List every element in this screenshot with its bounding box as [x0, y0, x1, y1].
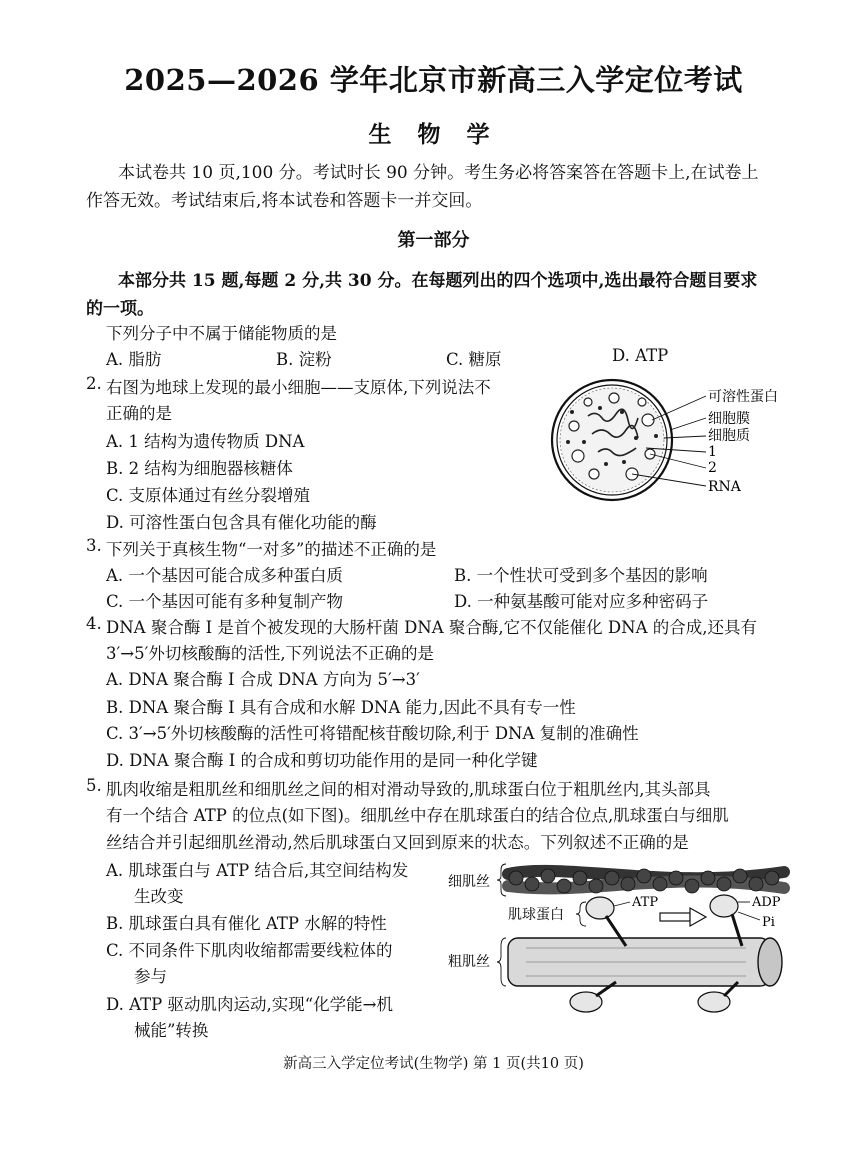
q1-option-b[interactable]: B. 淀粉	[276, 350, 332, 369]
section-instruction-2: 的一项。	[86, 299, 154, 319]
intro-line-1: 本试卷共 10 页,100 分。考试时长 90 分钟。考生务必将答案答在答题卡上,在试卷上	[118, 163, 759, 183]
label-atp: ATP	[632, 895, 659, 910]
q1-option-c[interactable]: C. 糖原	[446, 350, 502, 369]
q3-stem: 下列关于真核生物“一对多”的描述不正确的是	[106, 540, 437, 559]
q1-stem: 下列分子中不属于储能物质的是	[106, 324, 337, 343]
slide-arrow	[660, 908, 706, 926]
q5-option-d-line-2[interactable]: 械能”转换	[134, 1021, 209, 1040]
label-adp: ADP	[752, 895, 781, 910]
q4-number: 4.	[86, 614, 102, 633]
q4-option-b[interactable]: B. DNA 聚合酶 I 具有合成和水解 DNA 能力,因此不具有专一性	[106, 698, 576, 717]
label-rna: RNA	[708, 479, 741, 495]
q1-option-a[interactable]: A. 脂肪	[106, 350, 162, 369]
label-soluble-protein: 可溶性蛋白	[708, 389, 778, 405]
q2-option-c[interactable]: C. 支原体通过有丝分裂增殖	[106, 486, 311, 505]
q3-number: 3.	[86, 536, 102, 555]
q2-option-a[interactable]: A. 1 结构为遗传物质 DNA	[106, 432, 305, 451]
q3-option-a[interactable]: A. 一个基因可能合成多种蛋白质	[106, 566, 343, 585]
q4-option-c[interactable]: C. 3′→5′外切核酸酶的活性可将错配核苷酸切除,利于 DNA 复制的准确性	[106, 724, 639, 743]
q4-stem-2: 3′→5′外切核酸酶的活性,下列说法不正确的是	[106, 644, 435, 663]
mycoplasma-cell	[552, 380, 672, 500]
subject-title: 生 物 学	[368, 121, 499, 148]
intro-line-2: 作答无效。考试结束后,将本试卷和答题卡一并交回。	[86, 191, 483, 211]
muscle-figure	[446, 856, 798, 1026]
q5-stem-1: 肌肉收缩是粗肌丝和细肌丝之间的相对滑动导致的,肌球蛋白位于粗肌丝内,其头部具	[106, 780, 711, 799]
q2-stem-1: 右图为地球上发现的最小细胞——支原体,下列说法不	[106, 378, 491, 397]
label-structure-2: 2	[708, 460, 717, 476]
q5-number: 5.	[86, 776, 102, 795]
q5-option-c-line-2[interactable]: 参与	[134, 967, 167, 986]
label-myosin: 肌球蛋白	[508, 907, 564, 923]
page-footer: 新高三入学定位考试(生物学) 第 1 页(共10 页)	[283, 1056, 584, 1072]
q5-option-d-line-1[interactable]: D. ATP 驱动肌肉运动,实现“化学能→机	[106, 995, 394, 1014]
q2-option-b[interactable]: B. 2 结构为细胞器核糖体	[106, 459, 293, 478]
exam-title: 2025—2026 学年北京市新高三入学定位考试	[124, 63, 743, 97]
q4-option-d[interactable]: D. DNA 聚合酶 I 的合成和剪切功能作用的是同一种化学键	[106, 751, 538, 770]
q5-option-a-line-2[interactable]: 生改变	[134, 887, 184, 906]
q3-option-b[interactable]: B. 一个性状可受到多个基因的影响	[454, 566, 708, 585]
section-title: 第一部分	[397, 230, 470, 251]
q2-number: 2.	[86, 374, 102, 393]
q2-stem-2: 正确的是	[106, 404, 172, 423]
label-cell-membrane: 细胞膜	[708, 411, 750, 427]
label-thin-filament: 细肌丝	[448, 874, 490, 890]
q2-option-d[interactable]: D. 可溶性蛋白包含具有催化功能的酶	[106, 513, 377, 532]
q5-option-a-line-1[interactable]: A. 肌球蛋白与 ATP 结合后,其空间结构发	[106, 861, 409, 880]
q3-option-c[interactable]: C. 一个基因可能有多种复制产物	[106, 592, 344, 611]
label-pi: Pi	[762, 915, 775, 930]
q4-stem-1: DNA 聚合酶 I 是首个被发现的大肠杆菌 DNA 聚合酶,它不仅能催化 DNA 的合成,还具有	[106, 618, 757, 637]
q5-stem-3: 丝结合并引起细肌丝滑动,然后肌球蛋白又回到原来的状态。下列叙述不正确的是	[106, 833, 689, 852]
q1-option-d[interactable]: D. ATP	[612, 346, 669, 365]
q3-option-d[interactable]: D. 一种氨基酸可能对应多种密码子	[454, 592, 709, 611]
q5-stem-2: 有一个结合 ATP 的位点(如下图)。细肌丝中存在肌球蛋白的结合位点,肌球蛋白与细肌	[106, 806, 729, 825]
mycoplasma-figure	[548, 376, 848, 506]
label-structure-1: 1	[708, 444, 717, 460]
section-instruction-1: 本部分共 15 题,每题 2 分,共 30 分。在每题列出的四个选项中,选出最符合题目要求	[118, 271, 758, 291]
q5-option-b[interactable]: B. 肌球蛋白具有催化 ATP 水解的特性	[106, 914, 387, 933]
thin-filament	[508, 869, 784, 893]
label-thick-filament: 粗肌丝	[448, 954, 490, 970]
label-cytoplasm: 细胞质	[708, 428, 750, 444]
q4-option-a[interactable]: A. DNA 聚合酶 I 合成 DNA 方向为 5′→3′	[106, 670, 420, 689]
q5-option-c-line-1[interactable]: C. 不同条件下肌肉收缩都需要线粒体的	[106, 941, 393, 960]
